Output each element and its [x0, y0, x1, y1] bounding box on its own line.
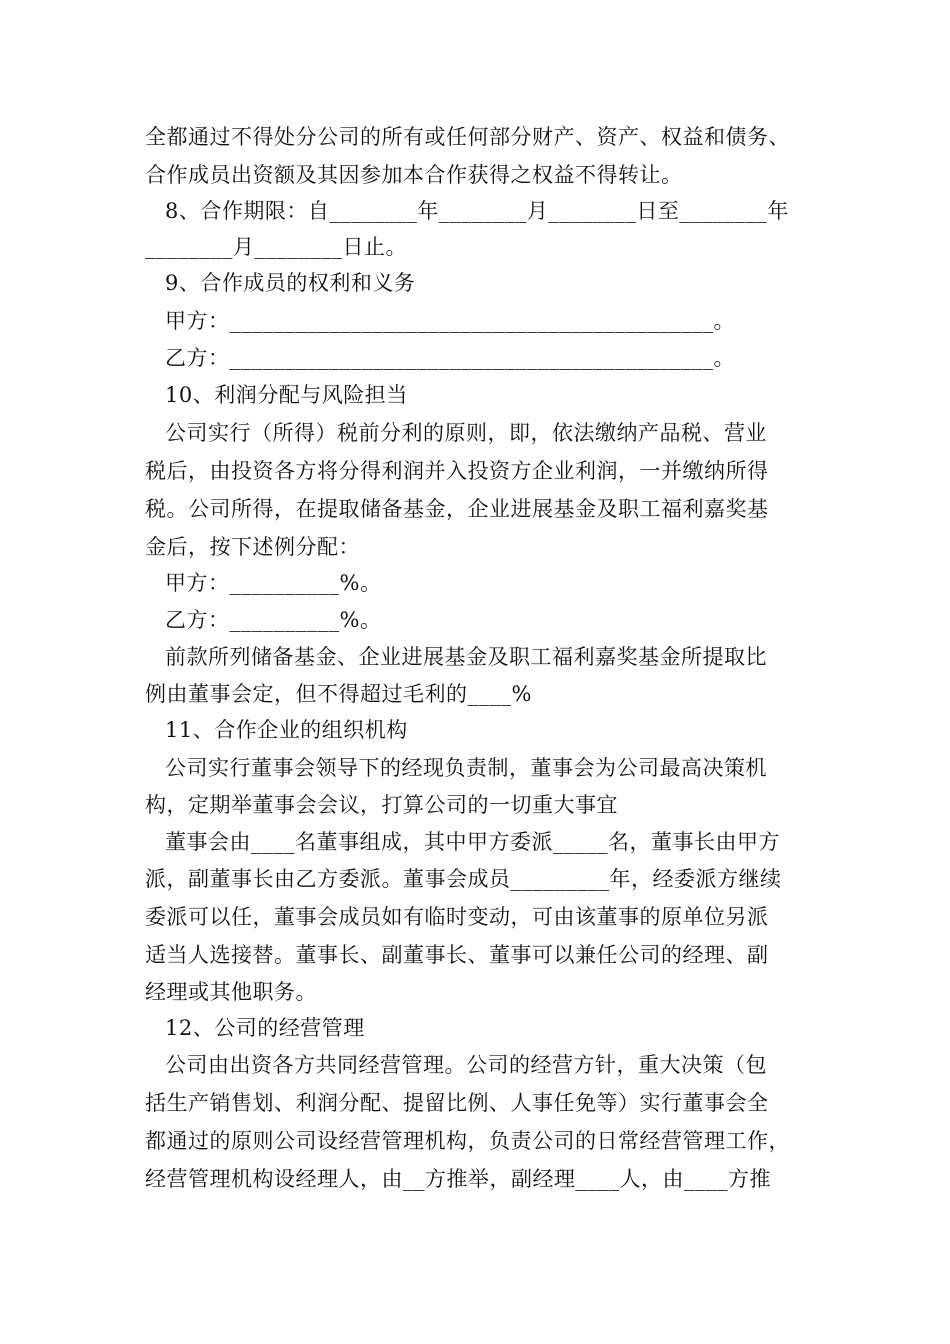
clause-8-line: 8、合作期限：自________年________月________日至________年	[165, 199, 789, 223]
paragraph-line: 公司实行（所得）税前分利的原则，即，依法缴纳产品税、营业	[165, 421, 767, 445]
paragraph-line: 税。公司所得，在提取储备基金，企业进展基金及职工福利嘉奖基	[145, 497, 769, 521]
paragraph-line: 括生产销售划、利润分配、提留比例、人事任免等）实行董事会全	[145, 1091, 769, 1115]
paragraph-line: 金后，按下述例分配：	[145, 535, 360, 559]
paragraph-line: 经营管理机构设经理人，由__方推举，副经理____人，由____方推	[145, 1167, 771, 1191]
paragraph-line: 经理或其他职务。	[145, 980, 317, 1004]
paragraph-line: 税后，由投资各方将分得利润并入投资方企业利润，一并缴纳所得	[145, 459, 769, 483]
section-heading: 9、合作成员的权利和义务	[165, 271, 416, 295]
paragraph-line: 构，定期举董事会会议，打算公司的一切重大事宜	[145, 793, 618, 817]
paragraph-line: 例由董事会定，但不得超过毛利的____%	[145, 682, 532, 706]
clause-8-line: ________月________日止。	[145, 235, 407, 259]
paragraph-line: 全都通过不得处分公司的所有或任何部分财产、资产、权益和债务、	[145, 125, 790, 149]
paragraph-line: 都通过的原则公司设经营管理机构，负责公司的日常经营管理工作，	[145, 1129, 790, 1153]
paragraph-line: 适当人选接替。董事长、副董事长、董事可以兼任公司的经理、副	[145, 943, 769, 967]
paragraph-line: 公司实行董事会领导下的经现负责制，董事会为公司最高决策机	[165, 756, 767, 780]
section-heading: 11、合作企业的组织机构	[165, 718, 408, 742]
paragraph-line: 公司由出资各方共同经营管理。公司的经营方针，重大决策（包	[165, 1053, 767, 1077]
party-a-share-line: 甲方：__________%。	[165, 571, 382, 595]
paragraph-line: 合作成员出资额及其因参加本合作获得之权益不得转让。	[145, 163, 683, 187]
paragraph-line: 委派可以任，董事会成员如有临时变动，可由该董事的原单位另派	[145, 905, 769, 929]
paragraph-line: 派，副董事长由乙方委派。董事会成员_________年，经委派方继续	[145, 867, 782, 891]
party-a-line: 甲方：____________________________________________。	[165, 309, 735, 333]
section-heading: 10、利润分配与风险担当	[165, 383, 408, 407]
section-heading: 12、公司的经营管理	[165, 1016, 365, 1040]
party-b-share-line: 乙方：__________%。	[165, 608, 382, 632]
paragraph-line: 前款所列储备基金、企业进展基金及职工福利嘉奖基金所提取比	[165, 645, 767, 669]
paragraph-line: 董事会由____名董事组成，其中甲方委派_____名，董事长由甲方	[165, 830, 780, 854]
party-b-line: 乙方：____________________________________________。	[165, 346, 735, 370]
